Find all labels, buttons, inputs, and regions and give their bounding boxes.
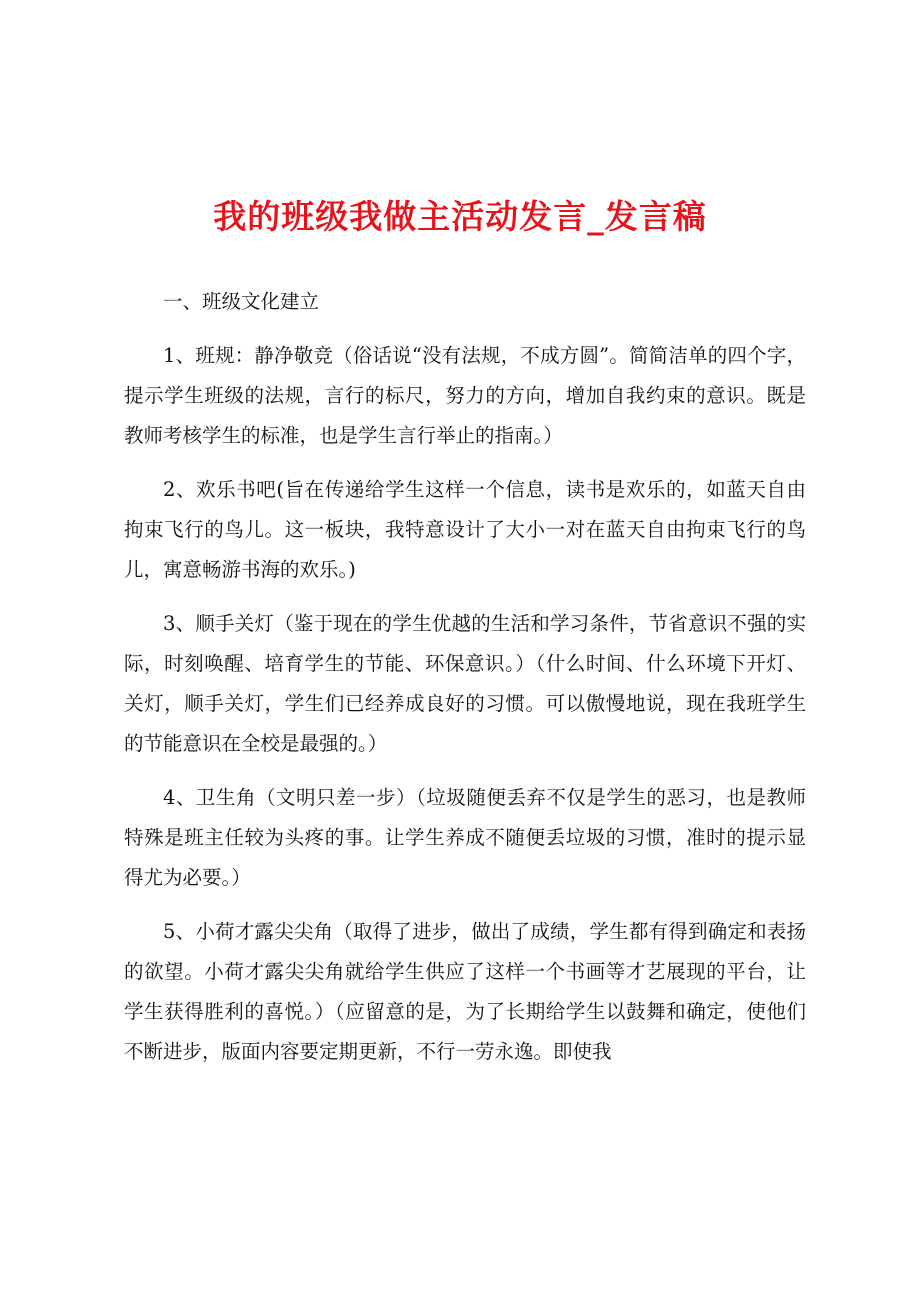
paragraph-2: 2、欢乐书吧(旨在传递给学生这样一个信息，读书是欢乐的，如蓝天自由拘束飞行的鸟儿。这一板块，我特意设计了大小一对在蓝天自由拘束飞行的鸟儿，寓意畅游书海的欢乐。) <box>124 478 806 581</box>
paragraph-1: 1、班规：静净敬竞（俗话说“没有法规，不成方圆”。简简洁单的四个字，提示学生班级的法规，言行的标尺，努力的方向，增加自我约束的意识。既是教师考核学生的标准，也是学生言行举止的指南。） <box>124 344 806 447</box>
document-title: 我的班级我做主活动发言_发言稿 <box>213 197 707 236</box>
document-body <box>124 282 806 1086</box>
paragraph-5: 5、小荷才露尖尖角（取得了进步，做出了成绩，学生都有得到确定和表扬的欲望。小荷才露尖尖角就给学生供应了这样一个书画等才艺展现的平台，让学生获得胜利的喜悦。）（应留意的是，为了长期给学生以鼓舞和确定，使他们不断进步，版面内容要定期更新，不行一劳永逸。即使我 <box>124 920 806 1063</box>
section-heading: 一、班级文化建立 <box>163 290 320 313</box>
paragraph-4: 4、卫生角（文明只差一步）（垃圾随便丢弃不仅是学生的恶习，也是教师特殊是班主任较为头疼的事。让学生养成不随便丢垃圾的习惯，准时的提示显得尤为必要。） <box>124 786 806 889</box>
paragraph-3: 3、顺手关灯（鉴于现在的学生优越的生活和学习条件，节省意识不强的实际，时刻唤醒、培育学生的节能、环保意识。）（什么时间、什么环境下开灯、关灯，顺手关灯，学生们已经养成良好的习惯。可以傲慢地说，现在我班学生的节能意识在全校是最强的。） <box>124 612 806 755</box>
